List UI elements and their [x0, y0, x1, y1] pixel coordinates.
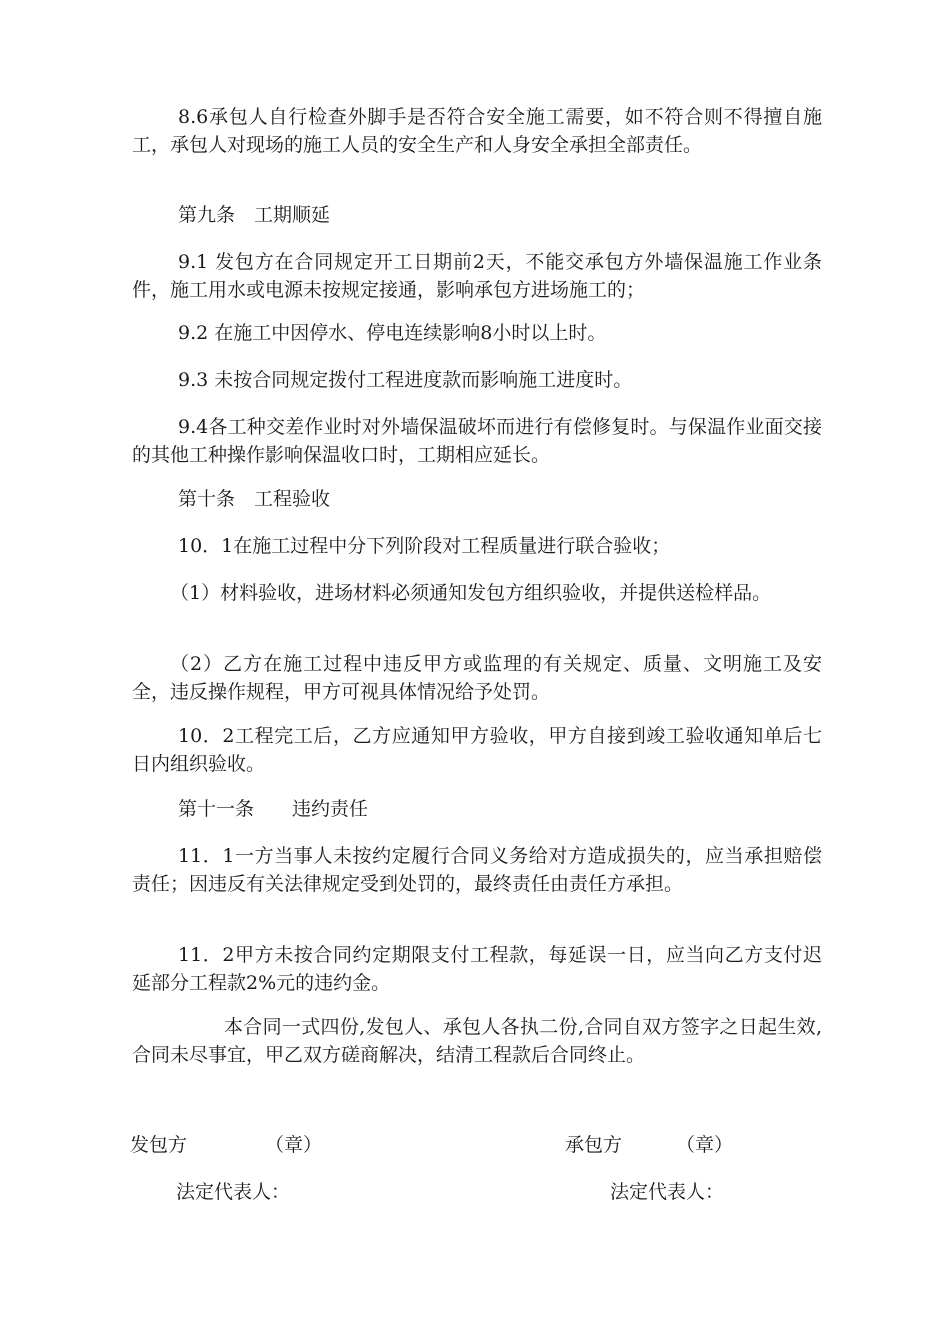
clause-10-2: 10．2工程完工后，乙方应通知甲方验收，甲方自接到竣工验收通知单后七日内组织验收。 [132, 725, 822, 775]
clause-10-1: 10．1在施工过程中分下列阶段对工程质量进行联合验收； [178, 535, 671, 557]
clause-9-4: 9.4各工种交差作业时对外墙保温破坏而进行有偿修复时。与保温作业面交接的其他工种操作影响保温收口时，工期相应延长。 [132, 416, 822, 466]
party-a-label: 发包方 [130, 1134, 188, 1156]
party-a-representative: 法定代表人： [176, 1181, 291, 1203]
party-b-label: 承包方 [565, 1134, 623, 1156]
clause-8-6: 8.6承包人自行检查外脚手是否符合安全施工需要，如不符合则不得擅自施工，承包人对现场的施工人员的安全生产和人身安全承担全部责任。 [132, 106, 822, 156]
clause-10-1-item-1: （1）材料验收，进场材料必须通知发包方组织验收，并提供送检样品。 [170, 582, 772, 604]
party-b-representative: 法定代表人： [610, 1181, 725, 1203]
article-11-heading: 第十一条 违约责任 [178, 798, 369, 820]
clause-9-2: 9.2 在施工中因停水、停电连续影响8小时以上时。 [178, 322, 607, 344]
clause-11-1: 11．1一方当事人未按约定履行合同义务给对方造成损失的，应当承担赔偿责任；因违反有关法律规定受到处罚的，最终责任由责任方承担。 [132, 845, 822, 895]
clause-10-1-item-2: （2）乙方在施工过程中违反甲方或监理的有关规定、质量、文明施工及安全，违反操作规程，甲方可视具体情况给予处罚。 [132, 653, 822, 703]
article-10-heading: 第十条 工程验收 [178, 488, 331, 510]
closing-paragraph: 本合同一式四份,发包人、承包人各执二份,合同自双方签字之日起生效,合同未尽事宜，甲乙双方磋商解决，结清工程款后合同终止。 [132, 1016, 822, 1066]
clause-9-3: 9.3 未按合同规定拨付工程进度款而影响施工进度时。 [178, 369, 633, 391]
party-b-seal: （章） [676, 1134, 734, 1156]
clause-9-1: 9.1 发包方在合同规定开工日期前2天，不能交承包方外墙保温施工作业条件，施工用水或电源未按规定接通，影响承包方进场施工的； [132, 251, 822, 301]
article-9-heading: 第九条 工期顺延 [178, 204, 331, 226]
clause-11-2: 11．2甲方未按合同约定期限支付工程款，每延误一日，应当向乙方支付迟延部分工程款2%元的违约金。 [132, 944, 822, 994]
party-a-seal: （章） [265, 1134, 323, 1156]
